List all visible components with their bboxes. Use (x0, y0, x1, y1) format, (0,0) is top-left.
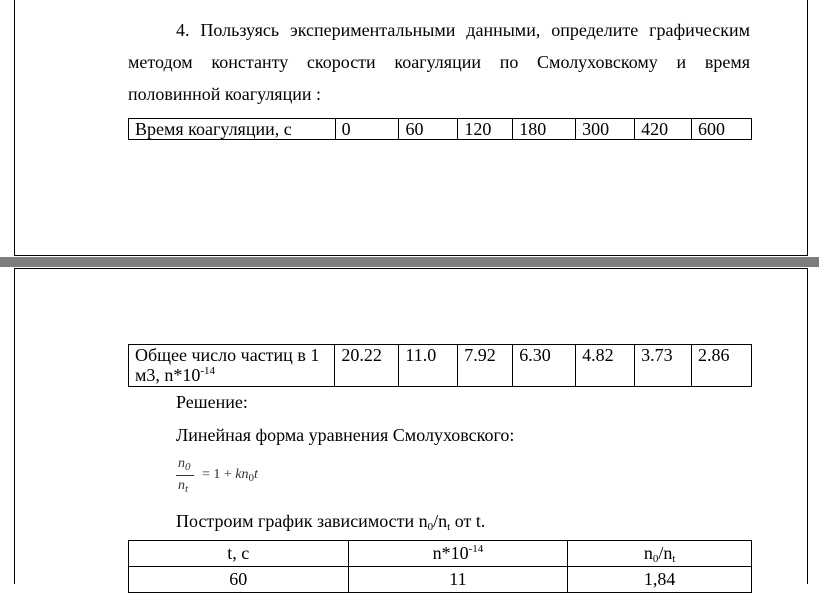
coagulation-time-table (128, 118, 752, 140)
table-row (129, 345, 752, 387)
table-header-row (129, 541, 752, 567)
table-cell: 600 (692, 119, 752, 140)
page-gap (0, 257, 819, 267)
task-line: методом константу скорости коагуляции по Смолуховскому и время (128, 52, 750, 72)
table-cell: 60 (129, 567, 349, 593)
task-line: половинной коагуляции : (128, 84, 321, 104)
table-cell: 300 (576, 119, 635, 140)
table-cell: 60 (399, 119, 458, 140)
table-row (129, 119, 752, 140)
header-n: $n*10^{-14}$ (348, 541, 568, 567)
formula-numerator: $n_0$ (178, 456, 191, 473)
table-cell: 3.73 (635, 345, 692, 387)
task-line: 4. Пользуясь экспериментальными данными, определите графическим (176, 20, 750, 40)
table-cell: 20.22 (335, 345, 399, 387)
count-label-text: Общее число частиц в 1 м3, n*10 (135, 345, 320, 385)
table-cell: 11 (348, 567, 568, 593)
table-cell-label: Время коагуляции, с (129, 119, 336, 140)
plot-instruction-text: Построим график зависимости $n_0/n_t$ от t. (176, 511, 486, 533)
table-cell: 0 (335, 119, 399, 140)
table-cell: 120 (458, 119, 513, 140)
task-paragraph (128, 14, 750, 110)
particle-count-table (128, 344, 752, 387)
formula-rhs: = $1 + kn_0t$ (202, 467, 258, 484)
table-row (129, 567, 752, 593)
header-ratio: $n_0/n_t$ (568, 541, 752, 567)
table-cell: 7.92 (458, 345, 513, 387)
fraction-bar (176, 475, 194, 476)
table-cell-label (129, 345, 335, 387)
table-cell: 420 (635, 119, 692, 140)
ratio-table (128, 540, 752, 593)
table-cell: 1,84 (568, 567, 752, 593)
table-cell: 11.0 (399, 345, 458, 387)
table-cell: 4.82 (576, 345, 635, 387)
header-t: t, с (129, 541, 349, 567)
table-cell: 6.30 (513, 345, 576, 387)
count-label-exponent: -14 (200, 365, 216, 377)
solution-heading: Решение: (176, 392, 248, 412)
linear-form-text: Линейная форма уравнения Смолуховского: (176, 425, 515, 445)
table-cell: 2.86 (692, 345, 752, 387)
formula-denominator: $n_t$ (178, 478, 189, 495)
table-cell: 180 (513, 119, 576, 140)
